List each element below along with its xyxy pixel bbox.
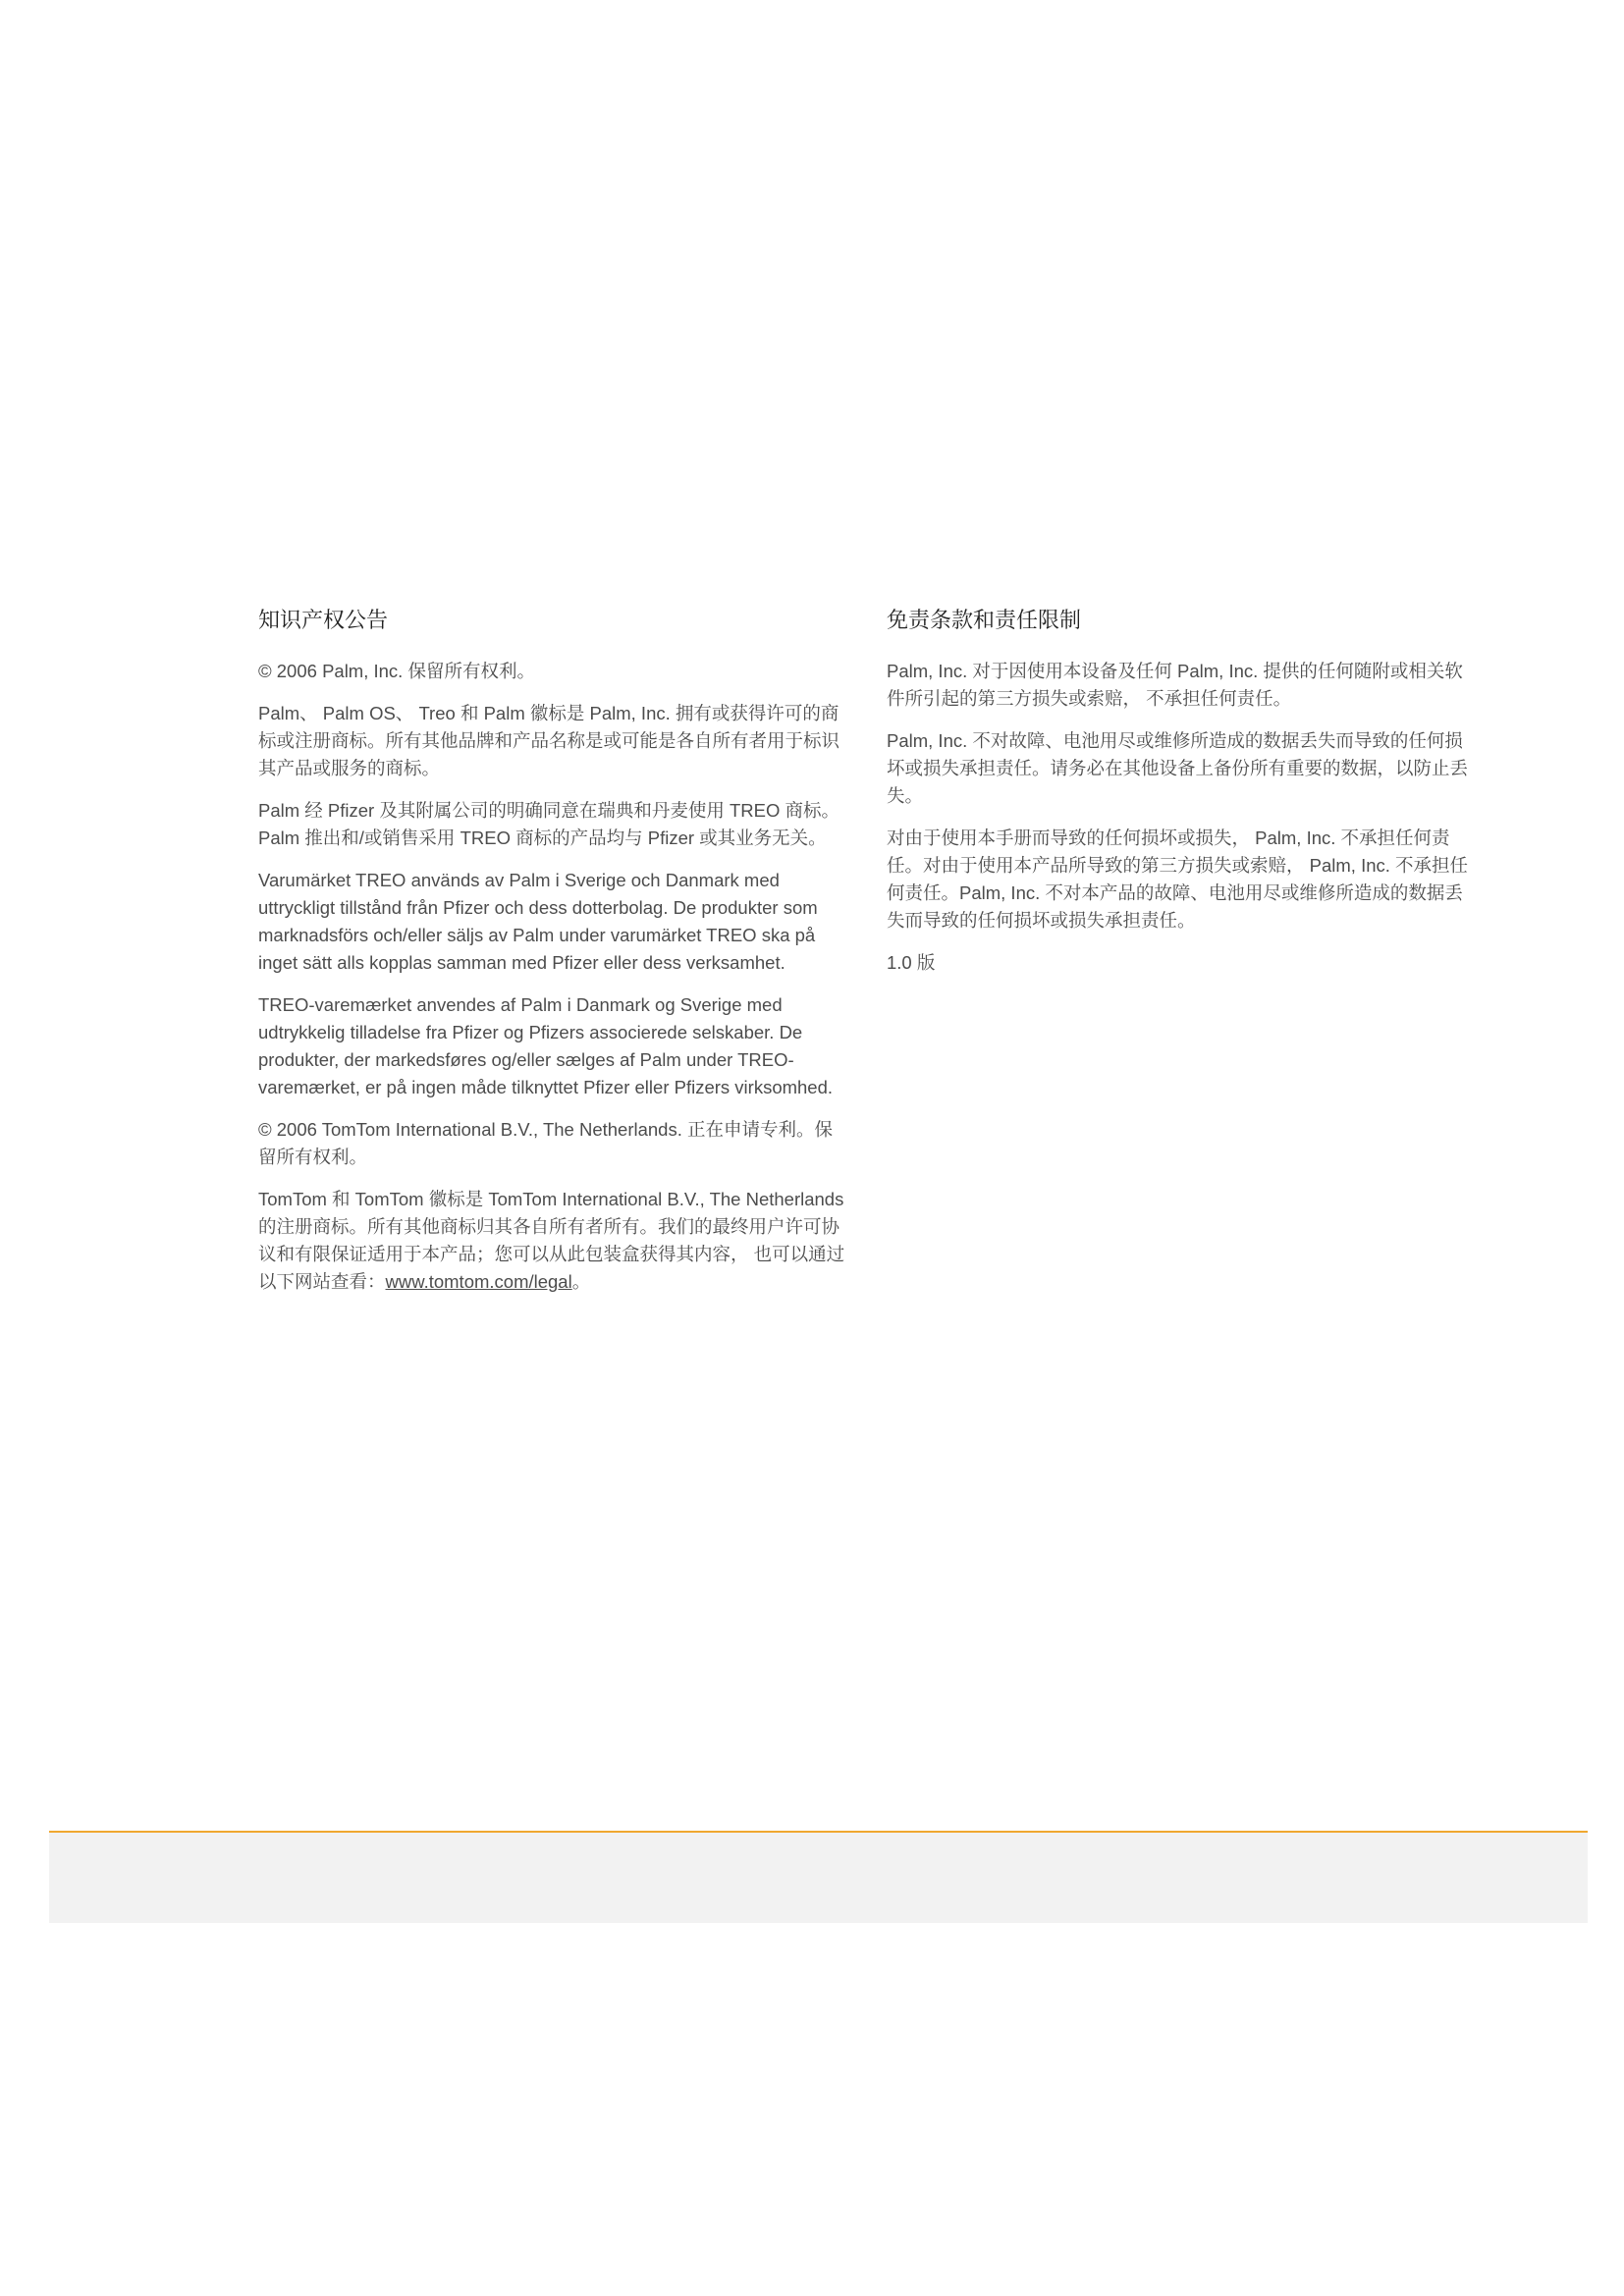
ip-paragraph: Varumärket TREO används av Palm i Sverige och Danmark med uttryckligt tillstånd från Pfizer och dess dotterbolag. De produkter som marknadsförs och/eller säljs av Palm under varumärket TREO ska på inget sätt alls kopplas samman med Pfizer eller dess verksamhet. <box>258 870 818 973</box>
ip-notice-column <box>258 607 847 1310</box>
tomtom-legal-link[interactable]: www.tomtom.com/legal <box>385 1271 572 1292</box>
disclaimer-paragraph: 对由于使用本手册而导致的任何损坏或损失， Palm, Inc. 不承担任何责任。对由于使用本产品所导致的第三方损失或索赔， Palm, Inc. 不承担任何责任。Palm, Inc. 不对本产品的故障、电池用尽或维修所造成的数据丢失而导致的任何损坏或损失承担责任。 <box>887 828 1469 931</box>
ip-paragraph: © 2006 Palm, Inc. 保留所有权利。 <box>258 661 535 681</box>
ip-notice-heading: 知识产权公告 <box>258 609 389 633</box>
tomtom-paragraph-end: 。 <box>571 1271 591 1292</box>
disclaimer-column <box>887 607 1481 991</box>
ip-paragraph: Palm、 Palm OS、 Treo 和 Palm 徽标是 Palm, Inc. 拥有或获得许可的商标或注册商标。所有其他品牌和产品名称是或可能是各自所有者用于标识其产品或服务的商标。 <box>258 703 840 778</box>
disclaimer-paragraph: Palm, Inc. 对于因使用本设备及任何 Palm, Inc. 提供的任何随附或相关软件所引起的第三方损失或索赔， 不承担任何责任。 <box>887 661 1463 709</box>
disclaimer-paragraph: Palm, Inc. 不对故障、电池用尽或维修所造成的数据丢失而导致的任何损坏或损失承担责任。请务必在其他设备上备份所有重要的数据，以防止丢失。 <box>887 730 1469 806</box>
tomtom-paragraph <box>258 1186 847 1296</box>
disclaimer-heading: 免责条款和责任限制 <box>887 609 1082 633</box>
tomtom-paragraph-text: TomTom 和 TomTom 徽标是 TomTom International B.V., The Netherlands 的注册商标。所有其他商标归其各自所有者所有。我们的最终用户许可协议和有限保证适用于本产品；您可以从此包装盒获得其内容， 也可以通过以下网站查看： <box>258 1189 845 1292</box>
footer-band <box>49 1833 1588 1923</box>
ip-paragraph: TREO-varemærket anvendes af Palm i Danmark og Sverige med udtrykkelig tilladelse fra Pfizer og Pfizers associerede selskaber. De produkter, der markedsføres og/eller sælges af Palm under TREO-varemærket, er på ingen måde tilknyttet Pfizer eller Pfizers virksomhed. <box>258 994 834 1097</box>
ip-paragraph: © 2006 TomTom International B.V., The Netherlands. 正在申请专利。保留所有权利。 <box>258 1119 833 1167</box>
version-label: 1.0 版 <box>887 952 936 973</box>
ip-paragraph: Palm 经 Pfizer 及其附属公司的明确同意在瑞典和丹麦使用 TREO 商标。 Palm 推出和/或销售采用 TREO 商标的产品均与 Pfizer 或其业务无关。 <box>258 800 840 848</box>
